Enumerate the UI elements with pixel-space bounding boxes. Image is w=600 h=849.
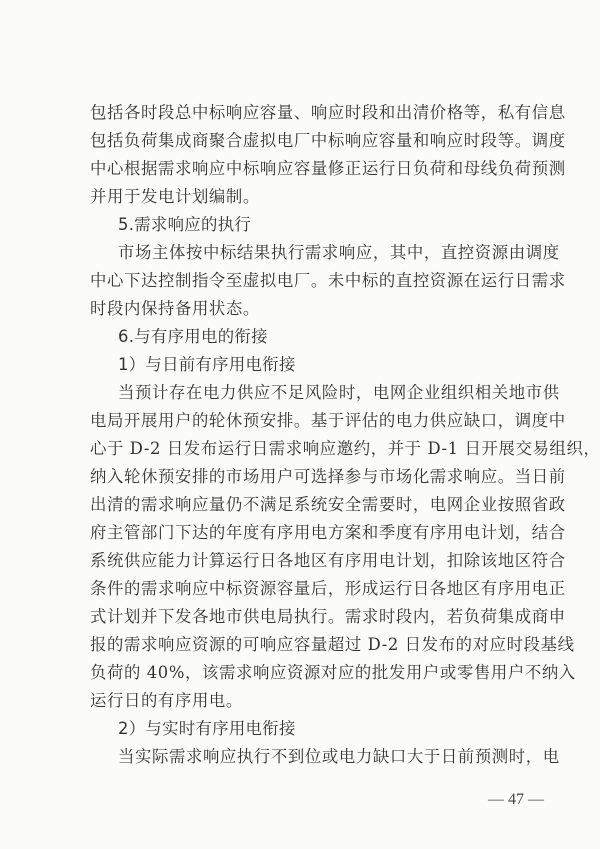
body-text-line: 中心根据需求响应中标响应容量修正运行日负荷和母线负荷预测 <box>90 159 566 178</box>
body-text-line: 并用于发电计划编制。 <box>90 187 260 206</box>
subsection-heading: 1）与日前有序用电衔接 <box>118 355 296 374</box>
body-text-line: 报的需求响应资源的可响应容量超过 D-2 日发布的对应时段基线 <box>90 635 575 654</box>
body-text-line: 条件的需求响应中标资源容量后，形成运行日各地区有序用电正 <box>90 579 566 598</box>
body-text-line: 当预计存在电力供应不足风险时，电网企业组织相关地市供 <box>118 383 560 402</box>
body-text-line: 运行日的有序用电。 <box>90 691 243 710</box>
body-text-line: 纳入轮休预安排的市场用户可选择参与市场化需求响应。当日前 <box>90 467 566 486</box>
subsection-heading: 2）与实时有序用电衔接 <box>118 719 296 738</box>
section-heading: 5.需求响应的执行 <box>118 215 252 234</box>
body-text-line: 心于 D-2 日发布运行日需求响应邀约，并于 D-1 日开展交易组织， <box>90 439 600 458</box>
body-text-line: 系统供应能力计算运行日各地区有序用电计划，扣除该地区符合 <box>90 551 566 570</box>
body-text-line: 包括各时段总中标响应容量、响应时段和出清价格等，私有信息 <box>90 103 566 122</box>
body-text-line: 式计划并下发各地市供电局执行。需求时段内，若负荷集成商申 <box>90 607 566 626</box>
section-heading: 6.与有序用电的衔接 <box>118 327 268 346</box>
body-text-line: 包括负荷集成商聚合虚拟电厂中标响应容量和响应时段等。调度 <box>90 131 566 150</box>
body-text-line: 时段内保持备用状态。 <box>90 299 260 318</box>
page-number: — 47 — <box>488 791 544 808</box>
body-text-line: 府主管部门下达的年度有序用电方案和季度有序用电计划，结合 <box>90 523 566 542</box>
body-text-line: 出清的需求响应量仍不满足系统安全需要时，电网企业按照省政 <box>90 495 566 514</box>
body-text-line: 中心下达控制指令至虚拟电厂。未中标的直控资源在运行日需求 <box>90 271 566 290</box>
body-text-line: 市场主体按中标结果执行需求响应，其中，直控资源由调度 <box>118 243 560 262</box>
body-text-line: 负荷的 40%，该需求响应资源对应的批发用户或零售用户不纳入 <box>90 663 576 682</box>
body-text-line: 当实际需求响应执行不到位或电力缺口大于日前预测时，电 <box>118 747 560 766</box>
body-text-line: 电局开展用户的轮休预安排。基于评估的电力供应缺口，调度中 <box>90 411 566 430</box>
